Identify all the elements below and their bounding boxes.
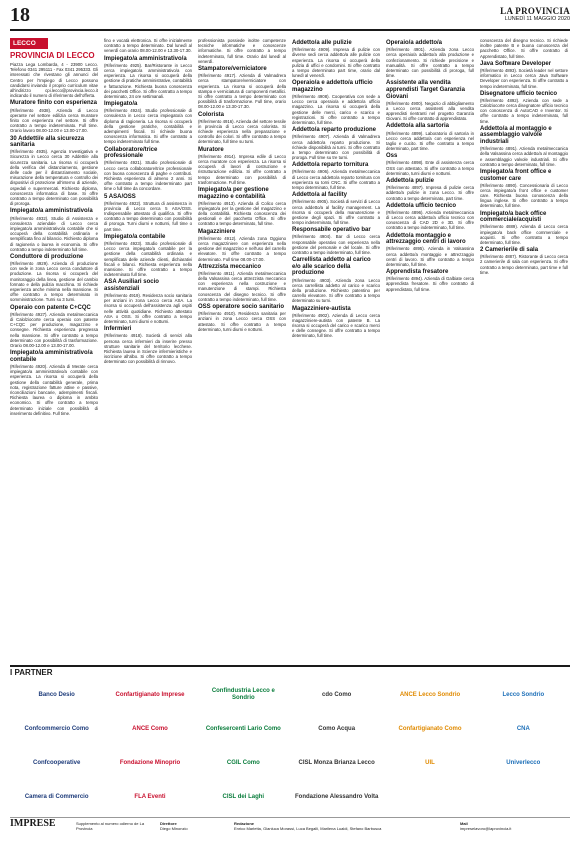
- job-title: Magazziniere: [198, 228, 236, 235]
- job-title: Magazziniere-autista: [292, 305, 351, 312]
- partners-title: I PARTNER: [10, 665, 570, 677]
- partner-logo: Confartigianato Imprese: [115, 691, 185, 698]
- job-title: Stampatore/verniciatore: [198, 66, 267, 73]
- partners-section: [10, 665, 570, 849]
- page-number: 18: [10, 4, 30, 26]
- partner-logo: Camera di Commercio: [24, 793, 89, 800]
- job-description: (Riferimento 4917). Azienda di Valmadrera cerca stampatore/verniciatore con esperienza. La risorsa si occuperà della stampa e verniciatura di componenti metallici. Si offre contratto a tempo determinato con possibilità di trasformazione. Full time, orario 08.00-12.00 e 13.30-17.30.: [198, 73, 286, 110]
- job-title: Impiegato/a per gestione magazzino e contabilità: [198, 186, 269, 200]
- job-title: Assistente alla vendita apprendisti Target Garanzia Giovani: [386, 80, 465, 100]
- job-description: (Riferimento 4898). Ente di assistenza cerca OSS con attestato. Si offre contratto a tempo determinato, turni diurni e notturni.: [386, 160, 474, 176]
- listings-columns: [10, 38, 570, 660]
- partner-logo: Banco Desio: [38, 691, 75, 698]
- job-title: Addetto/a al montaggio e assemblaggio valvole industriali: [480, 125, 552, 146]
- job-title: Addetto/a reparto tornitura: [292, 162, 369, 169]
- job-description: (Riferimento 4895). Azienda in Valsassina cerca addetto/a montaggio e attrezzaggio centri di lavoro. Si offre contratto a tempo determinato, full time.: [386, 246, 474, 267]
- job-description: (Riferimento 4901). Azienda zona Lecco cerca operaio/a addetto/a alla produzione e confezionamento. Si richiede precisione e manualità. Si offre contratto a tempo determinato con possibilità di proroga, full time.: [386, 47, 474, 79]
- job-title: Impiegato/a amministrativo/a contabile: [10, 350, 93, 363]
- partner-logo: cdo Como: [321, 691, 352, 698]
- job-description: (Riferimento 4905). Società di servizi di Lecco cerca addetto/a al facility management. La risorsa si occuperà della manutenzione e gestione degli spazi. Si offre contratto a tempo indeterminato, full time.: [292, 199, 380, 226]
- job-description: (Riferimento 4904). Bar di Lecco cerca responsabile operativo con esperienza nella gestione del personale e del locale. Si offre contratto a tempo indeterminato, full time.: [292, 234, 380, 256]
- job-title: Operaio/a addetto/a: [386, 40, 443, 46]
- partner-logo: Fondazione Alessandro Volta: [294, 793, 379, 800]
- footer-editorial: [234, 821, 454, 831]
- listing-column: [292, 38, 380, 660]
- job-title: Addetto/a alle pulizie: [292, 40, 352, 46]
- job-description: conoscenza del disegno tecnico. Si richiede inoltre patente B e buona conoscenza del pacchetto Office. Si offre contratto di Apprendistato, full time.: [480, 38, 568, 59]
- partner-logo: Confcommercio Como: [24, 725, 89, 732]
- job-description: (Riferimento 4899). Laboratorio di sartoria in Lecco cerca addetto/a con esperienza nel taglio e cucito. Si offre contratto a tempo determinato, part time.: [386, 130, 474, 152]
- job-title: Muratore finito con esperienza: [10, 100, 98, 107]
- job-description: (Riferimento 4889). Azienda di Lecco cerca impiegato/a back office commerciale e acquisti. Si offre contratto a tempo determinato, full time.: [480, 224, 568, 245]
- job-description: (Riferimento 4887). Ristorante di Lecco cerca 2 camerieri/e di sala con esperienza. Si offre contratto a tempo determinato, part time e full time.: [480, 254, 568, 275]
- issue-date: LUNEDÌ 11 MAGGIO 2020: [504, 16, 570, 22]
- job-title: Responsabile operativo bar: [292, 227, 371, 234]
- director-name: Diego Minonzio: [160, 826, 188, 831]
- partner-logo: UIL: [425, 759, 435, 766]
- partners-logo-grid: [10, 679, 570, 819]
- footer-director: [160, 821, 230, 831]
- job-description: (Riferimento 4921). Studio professionale di Lecco cerca collaboratore/trice professionale con buona conoscenza di paghe e contributi. Richiesta esperienza di almeno 2 anni. Si offre contratto a tempo indeterminato part time o full time da concordare.: [104, 160, 192, 192]
- job-description: (Riferimento 4913). Azienda di Colico cerca impiegato/a per la gestione del magazzino e della contabilità. Richiesta conoscenza dei gestionali e del pacchetto Office. Si offre contratto a tempo determinato, full time.: [198, 200, 286, 227]
- job-description: (Riferimento 4903). Azienda zona Lecco cerca carrellista addetto al carico e scarico della produzione. Richiesto patentino per carrello elevatore. Si offre contratto a tempo determinato su turni.: [292, 277, 380, 304]
- job-description: (Riferimento 4900). Negozio di abbigliamento a Lecco cerca assistenti alla vendita apprendisti rientranti nel progetto Garanzia Giovani. Si offre contratto di apprendistato.: [386, 100, 474, 122]
- job-title: Addetto/a alla sartoria: [386, 123, 450, 130]
- job-description: (Riferimento 4910). Residenza sanitaria per anziani in zona Lecco cerca OSS con attestato. Si offre contratto a tempo determinato, turni diurni e notturni.: [198, 311, 286, 332]
- listing-column: [10, 38, 98, 660]
- listing-column: [104, 38, 192, 660]
- listing-column: [386, 38, 474, 660]
- partner-logo: FLA Eventi: [134, 793, 166, 800]
- partner-logo: Como Acqua: [318, 725, 356, 732]
- header-rule: [10, 29, 570, 31]
- job-description: (Riferimento 4908). Cooperativa con sede a Lecco cerca operaio/a e addetto/a ufficio magazzino. La risorsa si occuperà della gestione delle merci, carico e scarico e registrazioni. Si offre contratto a tempo determinato, full time.: [292, 94, 380, 126]
- job-description: (Riferimento 4922). Struttura di assistenza in provincia di Lecco cerca 5 ASA/OSS. Indispensabile attestato di qualifica. Si offre contratto a tempo determinato con possibilità di proroga. Turni diurni e notturni, full time o part time.: [104, 200, 192, 232]
- job-title: Addetto/a ufficio tecnico: [386, 202, 457, 209]
- job-title: Addetto/a al facility: [292, 192, 348, 199]
- job-title: Impiegato/a amministrativo/a: [10, 208, 93, 215]
- job-description: (Riferimento 4925). Bar/Ristorante in Lecco cerca impiegato/a amministrativo/a con esperienza. La risorsa si occuperà della gestione di pratiche amministrative, contabilità e fatturazione. Richiesta buona conoscenza dei pacchetti Office. Si offre contratto a tempo determinato, 24 ore settimanali.: [104, 62, 192, 99]
- job-title: Collaboratore/trice professionale: [104, 146, 158, 160]
- job-description: (Riferimento 4893). Società leader nel settore informatico in Lecco cerca Java Software Developer con esperienza. Si offre contratto a tempo indeterminato, full time.: [480, 67, 568, 89]
- job-description: (Riferimento 4894). Azienda di Galbiate cerca apprendista fresatore. Si offre contratto di apprendistato, full time.: [386, 276, 474, 292]
- job-title: Carrellista addetto al carico e/o alle scarico della produzione: [292, 257, 371, 277]
- partner-logo: CGIL Como: [226, 759, 260, 766]
- job-description: (Riferimento 4890). Concessionaria di Lecco cerca impiegato/a front office e customer care. Richiesta buona conoscenza della lingua inglese. Si offre contratto a tempo determinato, full time.: [480, 182, 568, 209]
- job-title: Apprendista fresatore: [386, 269, 449, 276]
- job-description: (Riferimento 4897). Impresa di pulizie cerca addetto/a pulizie in zona Lecco. Si offre contratto a tempo determinato, part time.: [386, 185, 474, 201]
- job-description: (Riferimento 4907). Azienda di Valmadrera cerca addetto/a reparto produzione. Si richiede disponibilità ai turni. Si offre contratto a tempo determinato con possibilità di proroga. Full time su tre turni.: [292, 134, 380, 161]
- job-title: Muratore: [198, 146, 224, 153]
- job-description: fino e vocatà elettronica. Si offre inizialmente contratto a tempo determinato. Dal lunedì al venerdì con orario 08.00-12.00 e 13.30-17.30.: [104, 38, 192, 54]
- job-description: (Riferimento 4902). Azienda di Lecco cerca magazziniere-autista con patente B. La risorsa si occuperà del carico e scarico merci e delle consegne. Si offre contratto a tempo determinato, full time.: [292, 312, 380, 339]
- job-title: Addetto/a montaggio e attrezzaggio centri di lavoro: [386, 232, 466, 246]
- director-label: Direttore: [160, 821, 177, 826]
- job-title: Impiegato/a front office e customer care: [480, 168, 552, 182]
- partner-logo: Fondazione Minoprio: [119, 759, 181, 766]
- partner-logo: CISL Monza Brianza Lecco: [298, 759, 375, 766]
- partner-logo: CNA: [516, 725, 530, 732]
- job-title: OSS operatore socio sanitario: [198, 304, 285, 311]
- job-title: Conduttore di produzione: [10, 253, 84, 260]
- job-description: (Riferimento 4891). Azienda metalmeccanica della Valsassina cerca addetto/a al montaggio e assemblaggio valvole industriali. Si offre contratto a tempo determinato, full time.: [480, 146, 568, 167]
- job-title: Operaio/a e addetto/a ufficio magazzino: [292, 80, 373, 93]
- email-label: Mail: [460, 821, 468, 826]
- section-tag: LECCO: [10, 38, 48, 49]
- job-description: (Riferimento 4896). Azienda metalmeccanica di Lecco cerca addetto/a ufficio tecnico con conoscenza di CAD 2D e 3D. Si offre contratto a tempo indeterminato, full time.: [386, 209, 474, 231]
- editorial-label: Redazione: [234, 821, 255, 826]
- masthead: [500, 6, 570, 22]
- job-title: Impiegato/a back office commerciale/acquisti: [480, 210, 547, 224]
- job-description: (Riferimento 4892). Azienda con sede a Calolziocorte cerca disegnatore ufficio tecnico con conoscenza di AutoCAD e Inventor. Si offre contratto a tempo indeterminato, full time.: [480, 97, 568, 124]
- footer-brand: IMPRESE: [10, 818, 56, 829]
- job-title: Addetto/a pulizie: [386, 178, 434, 185]
- job-description: (Riferimento 4938). Azienda di Lecco operante nel settore edilizia cerca muratore finito con esperienza nel settore. Si offre contratto a tempo indeterminato. Full time. Orario lavoro 08.00-12.00 e 13.00-17.00.: [10, 107, 98, 134]
- job-title: Impiegato/a contabile: [104, 233, 166, 240]
- job-title: 5 ASA/OSS: [104, 193, 136, 200]
- job-description: (Riferimento 4927). Azienda metalmeccanica di Calolziocorte cerca operaio con patente C+CQC per produzione, magazzino e consegne. Richiesta esperienza pregressa nella mansione. Si offre contratto a tempo determinato con possibilità di trasformazione. Orario 08.00-12.00 e 13.00-17.00.: [10, 311, 98, 348]
- job-description: professionista possiede inoltre competenze tecniche informatiche e conoscenze informatiche. Si offre contratto a tempo indeterminato, full time. Orario dal lunedì al venerdì.: [198, 38, 286, 64]
- job-title: 2 Camerieri/e di sala: [480, 247, 539, 254]
- job-title: Addetto/a reparto produzione: [292, 127, 376, 134]
- job-description: (Riferimento 4918). Società di servizi alla persona cerca infermieri da inserire presso strutture sanitarie del territorio lecchese. Richiesta laurea in Scienze infermieristiche e iscrizione all'albo. Si offre contratto a tempo determinato con possibilità di rinnovo.: [104, 333, 192, 365]
- job-title: Impiegato/a: [104, 101, 138, 108]
- email-address[interactable]: impreselavoro@laprovincia.it: [460, 826, 512, 831]
- listing-column: [480, 38, 568, 660]
- partner-logo: ANCE Lecco Sondrio: [399, 691, 461, 698]
- partner-logo: ANCE Como: [132, 725, 168, 732]
- job-title: Impiegato/a amministrativo/a: [104, 55, 187, 62]
- job-description: (Riferimento 4924). Studio professionale di consulenza in Lecco cerca impiegato/a con diploma di ragioneria. La risorsa si occuperà della gestione pratiche, contabilità e adempimenti fiscali. Si richiede buona conoscenza informatica. Si offre contratto a tempo indeterminato full time.: [104, 108, 192, 145]
- job-title: Java Software Developer: [480, 60, 552, 67]
- footer-supplement: Supplemento al numero odierno de La Provincia: [76, 821, 145, 831]
- job-title: 30 Addetti/e alla sicurezza sanitaria: [10, 135, 85, 149]
- footer-email: [460, 821, 570, 831]
- job-title: Attrezzista meccanico: [198, 263, 262, 270]
- job-title: Disegnatore ufficio tecnico: [480, 90, 558, 97]
- job-description: Piazza Lega Lombarda, 4 - 23900 Lecco. Telefono 0341 295111 - Fax 0341 295333. Gli interessati che rivestano gli annunci del Centro per l'Impiego di Lecco possono candidarsi inviando il proprio curriculum vitae all'indirizzo cpi.lecco@provincia.lecco.it indicando il numero di riferimento dell'offerta.: [10, 62, 98, 99]
- partner-logo: Confartigianato Como: [398, 725, 462, 732]
- listing-column: [198, 38, 286, 660]
- job-description: (Riferimento 4911). Azienda metalmeccanica della Valsassina cerca attrezzista meccanico con esperienza nella costruzione e manutenzione di stampi. Richiesta conoscenza del disegno tecnico. Si offre contratto a tempo indeterminato, full time.: [198, 270, 286, 302]
- page-footer: [10, 817, 570, 847]
- job-description: (Riferimento 4914). Impresa edile di Lecco cerca muratore con esperienza. La risorsa si occuperà di lavori di costruzione e ristrutturazione edilizia. Si offre contratto a tempo determinato con possibilità di trasformazione. Full time.: [198, 153, 286, 185]
- job-description: (Riferimento 4906). Azienda metalmeccanica di Lecco cerca addetto/a reparto tornitura con esperienza su torni CNC. Si offre contratto a tempo determinato, full time.: [292, 169, 380, 191]
- partner-logo: Confcooperative: [32, 759, 81, 766]
- page-header: [10, 4, 570, 28]
- partner-logo: Univerlecco: [506, 759, 541, 766]
- job-description: (Riferimento 4919). Residenza socio sanitaria per anziani in zona Lecco cerca ASA. La risorsa si occuperà dell'assistenza agli ospiti nelle attività quotidiane. Richiesto attestato ASA o OSS. Si offre contratto a tempo determinato, turni diurni e notturni.: [104, 293, 192, 325]
- partner-logo: Lecco Sondrio: [502, 691, 545, 698]
- job-title: Operaio con patente C+CQC: [10, 304, 91, 311]
- job-description: (Riferimento 4909). Impresa di pulizie con diverse sedi cerca addetto/a alle pulizie con esperienza. La risorsa si occuperà della pulizia di uffici e condomini. Si offre contratto a tempo determinato part time, orario dal lunedì al venerdì.: [292, 47, 380, 79]
- job-description: (Riferimento 4932). Studio di Assistenza e consulenza aziendale di Lecco cerca impiegato/a amministrativo/a contabile che si occuperà della contabilità ordinaria e semplificata fino al bilancio. Richiesto diploma di ragioneria o laurea in economia. Si offre contratto a tempo indeterminato full time.: [10, 215, 98, 252]
- job-title: Oss: [386, 153, 398, 160]
- job-description: (Riferimento 4912). Azienda zona Oggiono cerca magazziniere con esperienza nella gestione del magazzino e nell'uso del carrello elevatore. Si offre contratto a tempo determinato. Full time 08.00-17.00.: [198, 235, 286, 262]
- province-heading: PROVINCIA DI LECCO: [10, 51, 95, 60]
- job-description: (Riferimento 4920). Azienda di Merate cerca impiegato/a amministrativo/a contabile con esperienza. La risorsa si occuperà della gestione della contabilità generale, prima nota, registrazione fatture attive e passive, riconciliazioni bancarie, adempimenti fiscali. Richiesta laurea o diploma in ambito economico. Si offre contratto a tempo determinato iniziale con possibilità di inserimento definitivo. Full time.: [10, 363, 98, 416]
- editorial-names: Enrico Marletta, Gianluca Morassi, Luca Begalli, Marilena Lualdi, Stefano Barbusca: [234, 826, 382, 831]
- partner-logo: Confindustria Lecco e Sondrio: [211, 688, 275, 701]
- job-title: Colorista: [198, 111, 225, 118]
- partner-logo: Confesercenti Lario Como: [205, 725, 281, 732]
- partner-logo: CISL dei Laghi: [222, 793, 265, 800]
- job-description: (Riferimento 4916). Azienda del settore tessile in provincia di Lecco cerca colorista. Si richiede esperienza nella preparazione e controllo dei colori. Si offre contratto a tempo determinato, full time su turni.: [198, 118, 286, 145]
- job-description: (Riferimento 4923). Studio professionale di Lecco cerca impiegato/a contabile per la gestione della contabilità ordinaria e semplificata delle aziende clienti, dichiarativi fiscali e bilanci. Richiesta esperienza nella mansione. Si offre contratto a tempo indeterminato full time.: [104, 240, 192, 278]
- job-title: ASA Ausiliari socio assistenziali: [104, 279, 159, 292]
- paper-name: LA PROVINCIA: [500, 6, 570, 16]
- job-title: Infermieri: [104, 326, 132, 333]
- job-description: (Riferimento 4929). Azienda di produzione con sede in zona Lecco cerca conduttore di produzione. La risorsa si occuperà del monitoraggio della linea, gestione del cambio formato e della pulizia macchina. Si richiede esperienza anche minima nella mansione. Si offre contratto a tempo determinato in somministrazione. Turni su 3 turni.: [10, 261, 98, 303]
- job-description: (Riferimento 4935). Agenzia Investigativa e Sicurezza in Lecco cerca 30 Addetti/e alla sicurezza sanitaria. La risorsa si occuperà della verifica del distanziamento, gestione delle code per il distanziamento sociale, misurazione della temperatura e controllo dei dispositivi di protezione all'interno di aziende, ospedali e supermercati. Richiesto diploma, conoscenza informatica di base. Si offre contratto a tempo determinato con possibilità di proroga.: [10, 149, 98, 207]
